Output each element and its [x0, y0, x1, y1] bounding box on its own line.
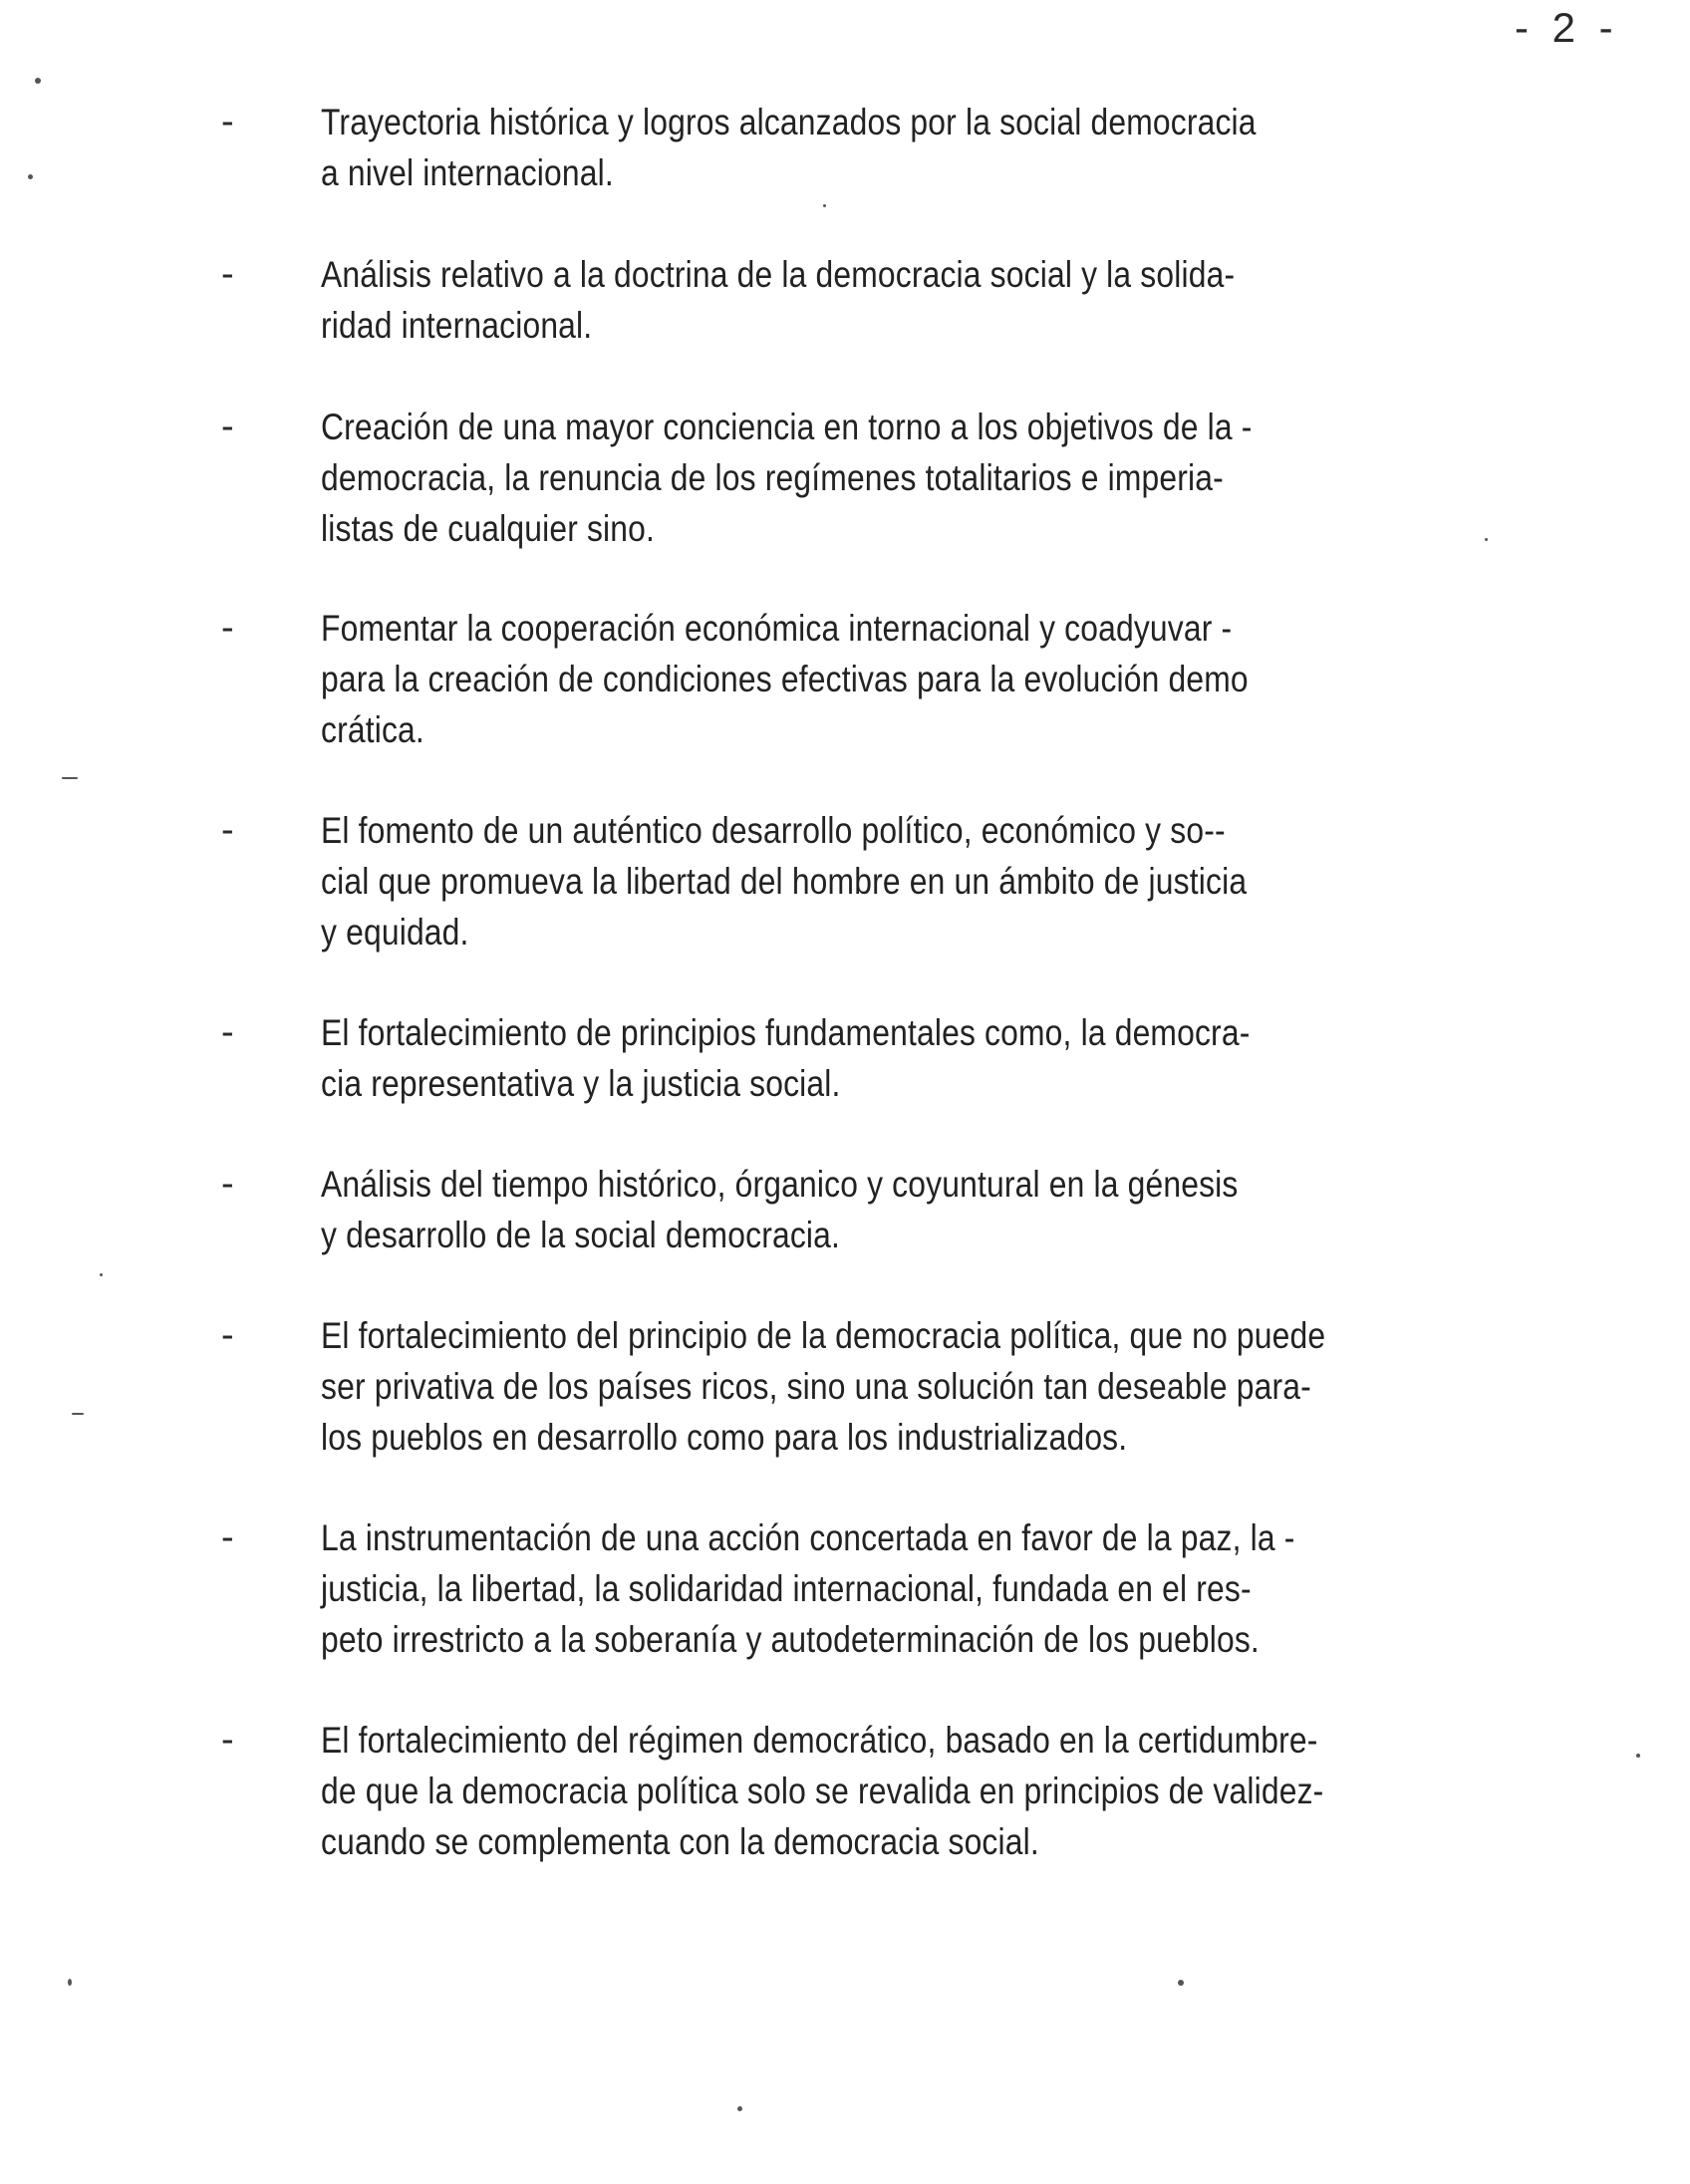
bullet-dash: -	[221, 1163, 234, 1205]
list-item-text: El fortalecimiento del principio de la democracia política, que no puede ser privativa de los países ricos, sino una solución tan deseable para- los pueblos en desarrollo como para los industrializados.	[321, 1315, 1326, 1458]
list-item-text: La instrumentación de una acción concertada en favor de la paz, la - justicia, la libertad, la solidaridad internacional, fundada en el res- peto irrestricto a la soberanía y autodeterminación de los pueblos.	[321, 1517, 1295, 1660]
page-number: - 2 -	[1515, 4, 1619, 51]
bullet-dash: -	[221, 1719, 234, 1761]
bullet-dash: -	[221, 1011, 234, 1053]
scan-speck	[62, 777, 78, 779]
bullet-dash: -	[221, 809, 234, 851]
list-item-text: Fomentar la cooperación económica internacional y coadyuvar - para la creación de condiciones efectivas para la evolución demo crática.	[321, 608, 1249, 750]
list-item-text: Análisis del tiempo histórico, órganico y coyuntural en la génesis y desarrollo de la social democracia.	[321, 1164, 1239, 1255]
bullet-dash: -	[221, 1516, 234, 1558]
scan-speck	[823, 204, 826, 207]
scan-speck	[72, 1413, 84, 1415]
scan-speck	[737, 2106, 742, 2111]
bullet-dash: -	[221, 101, 234, 142]
scan-speck	[35, 78, 41, 84]
scan-speck	[68, 1979, 72, 1986]
bullet-dash: -	[221, 607, 234, 649]
bullet-dash: -	[221, 1314, 234, 1356]
list-item-text: Análisis relativo a la doctrina de la democracia social y la solida- ridad internacional.	[321, 254, 1236, 346]
list-item-text: El fomento de un auténtico desarrollo político, económico y so-- cial que promueva la libertad del hombre en un ámbito de justicia y equidad.	[321, 810, 1248, 953]
scan-speck	[1178, 1980, 1184, 1986]
list-item-text: El fortalecimiento de principios fundamentales como, la democra- cia representativa y la justicia social.	[321, 1012, 1251, 1104]
scan-speck	[100, 1273, 103, 1276]
bullet-dash: -	[221, 253, 234, 295]
scan-speck	[28, 174, 33, 179]
bullet-dash: -	[221, 406, 234, 447]
list-item-text: Trayectoria histórica y logros alcanzados por la social democracia a nivel internacional.	[321, 102, 1257, 193]
list-item-text: El fortalecimiento del régimen democrático, basado en la certidumbre- de que la democracia política solo se revalida en principios de validez- cuando se complementa con la democracia social.	[321, 1720, 1324, 1862]
scan-speck	[1485, 538, 1488, 541]
scan-speck	[1636, 1754, 1640, 1758]
list-item-text: Creación de una mayor conciencia en torno a los objetivos de la - democracia, la renuncia de los regímenes totalitarios e imperia- listas de cualquier sino.	[321, 407, 1253, 549]
